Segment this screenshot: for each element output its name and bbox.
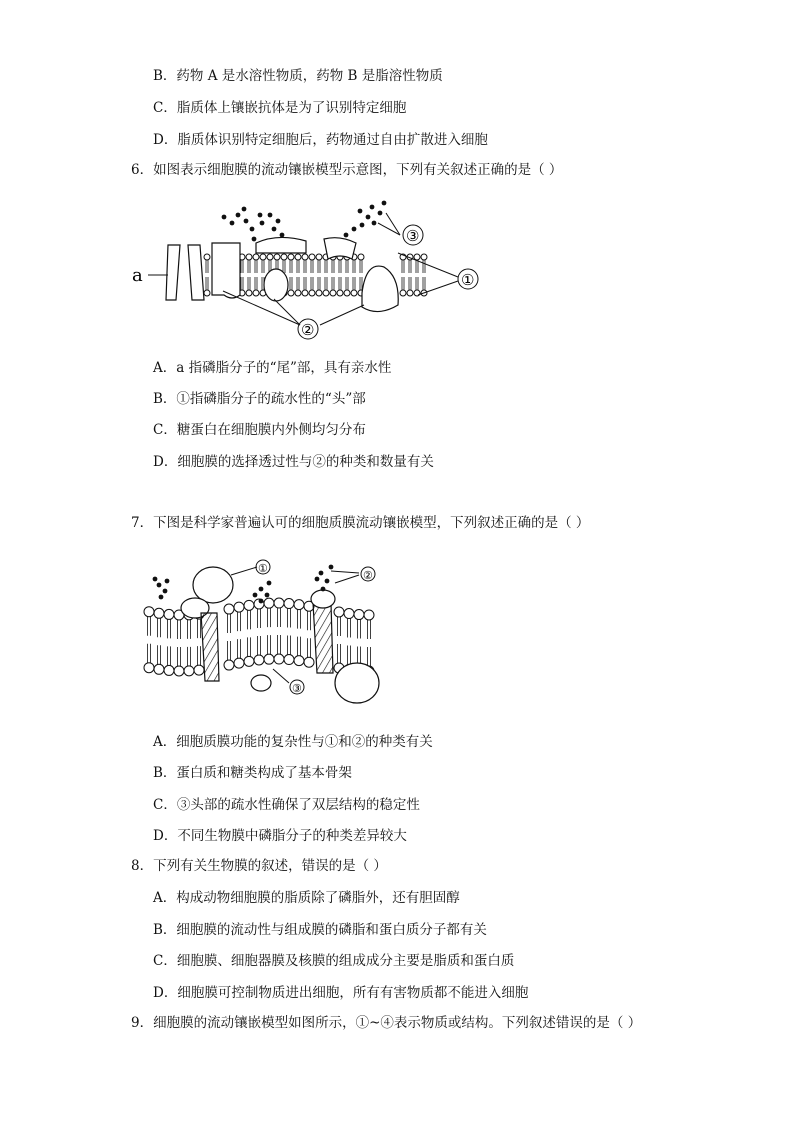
- q6-option-d: D．细胞膜的选择透过性与②的种类和数量有关: [153, 454, 434, 470]
- q5-option-b: B．药物 A 是水溶性物质，药物 B 是脂溶性物质: [153, 68, 443, 84]
- q7-option-a: A．细胞质膜功能的复杂性与①和②的种类有关: [153, 734, 433, 750]
- q8-stem: 8．下列有关生物膜的叙述，错误的是（ ）: [131, 858, 387, 874]
- q7-option-b: B．蛋白质和糖类构成了基本骨架: [153, 765, 352, 781]
- q8-option-d: D．细胞膜可控制物质进出细胞，所有有害物质都不能进入细胞: [153, 985, 529, 1001]
- q7-label-1: ①: [258, 562, 268, 575]
- q6-option-b: B．①指磷脂分子的疏水性的“头”部: [153, 391, 366, 407]
- q7-option-c: C．③头部的疏水性确保了双层结构的稳定性: [153, 797, 420, 813]
- q9-stem: 9．细胞膜的流动镶嵌模型如图所示，①~④表示物质或结构。下列叙述错误的是（ ）: [131, 1015, 642, 1031]
- q5-option-d: D．脂质体识别特定细胞后，药物通过自由扩散进入细胞: [153, 132, 488, 148]
- q8-option-b: B．细胞膜的流动性与组成膜的磷脂和蛋白质分子都有关: [153, 922, 487, 938]
- q8-option-a: A．构成动物细胞膜的脂质除了磷脂外，还有胆固醇: [153, 890, 460, 906]
- q7-label-2: ②: [363, 569, 373, 582]
- q6-membrane-figure: [128, 195, 488, 345]
- q6-stem: 6．如图表示细胞膜的流动镶嵌模型示意图，下列有关叙述正确的是（ ）: [131, 162, 563, 178]
- q7-stem: 7．下图是科学家普遍认可的细胞质膜流动镶嵌模型，下列叙述正确的是（ ）: [131, 515, 590, 531]
- q6-label-a: a: [132, 265, 143, 286]
- q8-option-c: C．细胞膜、细胞器膜及核膜的组成成分主要是脂质和蛋白质: [153, 953, 515, 969]
- q5-option-c: C．脂质体上镶嵌抗体是为了识别特定细胞: [153, 100, 407, 116]
- q6-option-a: A．a 指磷脂分子的“尾”部，具有亲水性: [153, 360, 392, 376]
- q6-label-3: ③: [406, 227, 420, 245]
- q7-membrane-figure: [135, 553, 395, 713]
- q6-option-c: C．糖蛋白在细胞膜内外侧均匀分布: [153, 422, 366, 438]
- q7-label-3: ③: [292, 682, 302, 695]
- q7-option-d: D．不同生物膜中磷脂分子的种类差异较大: [153, 828, 407, 844]
- q6-label-2: ②: [301, 321, 315, 339]
- q6-label-1: ①: [461, 271, 475, 289]
